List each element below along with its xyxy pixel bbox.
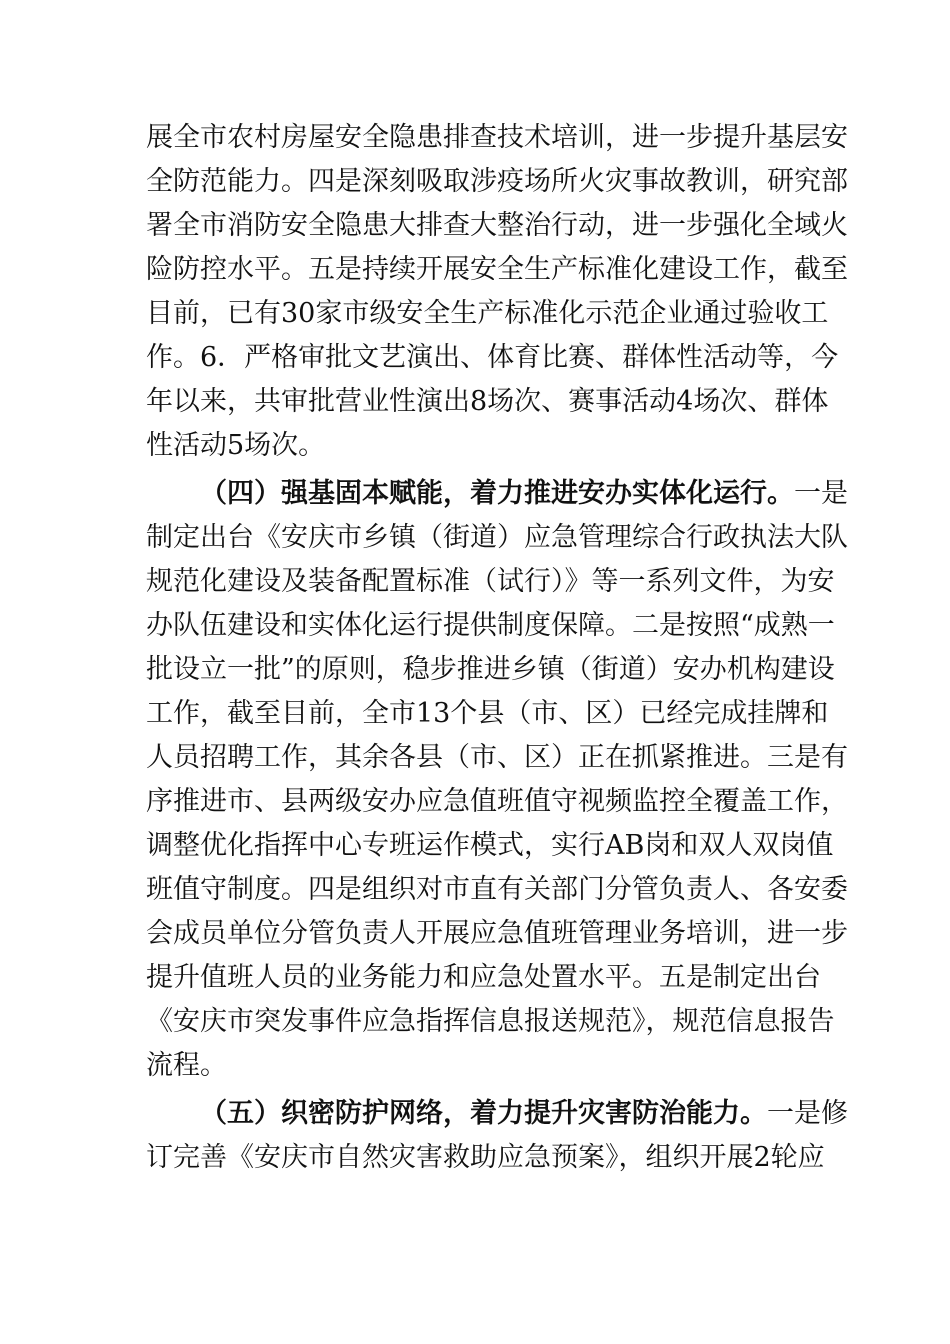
text-line: 工作，截至目前，全市13个县（市、区）已经完成挂牌和	[146, 698, 829, 729]
text-line: 年以来，共审批营业性演出8场次、赛事活动4场次、群体	[146, 386, 829, 417]
section-heading-line	[200, 1092, 848, 1136]
text-line: 展全市农村房屋安全隐患排查技术培训，进一步提升基层安	[146, 122, 848, 153]
text-line: 序推进市、县两级安办应急值班值守视频监控全覆盖工作，	[146, 786, 848, 817]
heading-line-rest: 一是修	[767, 1098, 848, 1129]
text-line: 作。6．严格审批文艺演出、体育比赛、群体性活动等，今	[146, 342, 839, 373]
section-heading-line	[200, 472, 848, 516]
text-line: 流程。	[146, 1050, 227, 1081]
section-heading: （四）强基固本赋能，着力推进安办实体化运行。	[200, 478, 794, 509]
section-heading: （五）织密防护网络，着力提升灾害防治能力。	[200, 1098, 767, 1129]
text-line: 人员招聘工作，其余各县（市、区）正在抓紧推进。三是有	[146, 742, 848, 773]
text-line: 险防控水平。五是持续开展安全生产标准化建设工作，截至	[146, 254, 848, 285]
text-line: 班值守制度。四是组织对市直有关部门分管负责人、各安委	[146, 874, 848, 905]
text-line: 性活动5场次。	[146, 430, 326, 461]
heading-line-rest: 一是	[794, 478, 848, 509]
text-line: 规范化建设及装备配置标准（试行）》等一系列文件，为安	[146, 566, 835, 597]
text-line: 调整优化指挥中心专班运作模式，实行AB岗和双人双岗值	[146, 830, 834, 861]
text-line: 订完善《安庆市自然灾害救助应急预案》，组织开展2轮应	[146, 1142, 825, 1173]
text-line: 《安庆市突发事件应急指挥信息报送规范》，规范信息报告	[146, 1006, 835, 1037]
text-line: 目前，已有30家市级安全生产标准化示范企业通过验收工	[146, 298, 829, 329]
text-line: 制定出台《安庆市乡镇（街道）应急管理综合行政执法大队	[146, 522, 848, 553]
text-line: 全防范能力。四是深刻吸取涉疫场所火灾事故教训，研究部	[146, 166, 848, 197]
text-line: 提升值班人员的业务能力和应急处置水平。五是制定出台	[146, 962, 821, 993]
text-line: 批设立一批”的原则，稳步推进乡镇（街道）安办机构建设	[146, 654, 835, 685]
text-line: 会成员单位分管负责人开展应急值班管理业务培训，进一步	[146, 918, 848, 949]
text-line: 办队伍建设和实体化运行提供制度保障。二是按照“成熟一	[146, 610, 835, 641]
text-line: 署全市消防安全隐患大排查大整治行动，进一步强化全域火	[146, 210, 848, 241]
